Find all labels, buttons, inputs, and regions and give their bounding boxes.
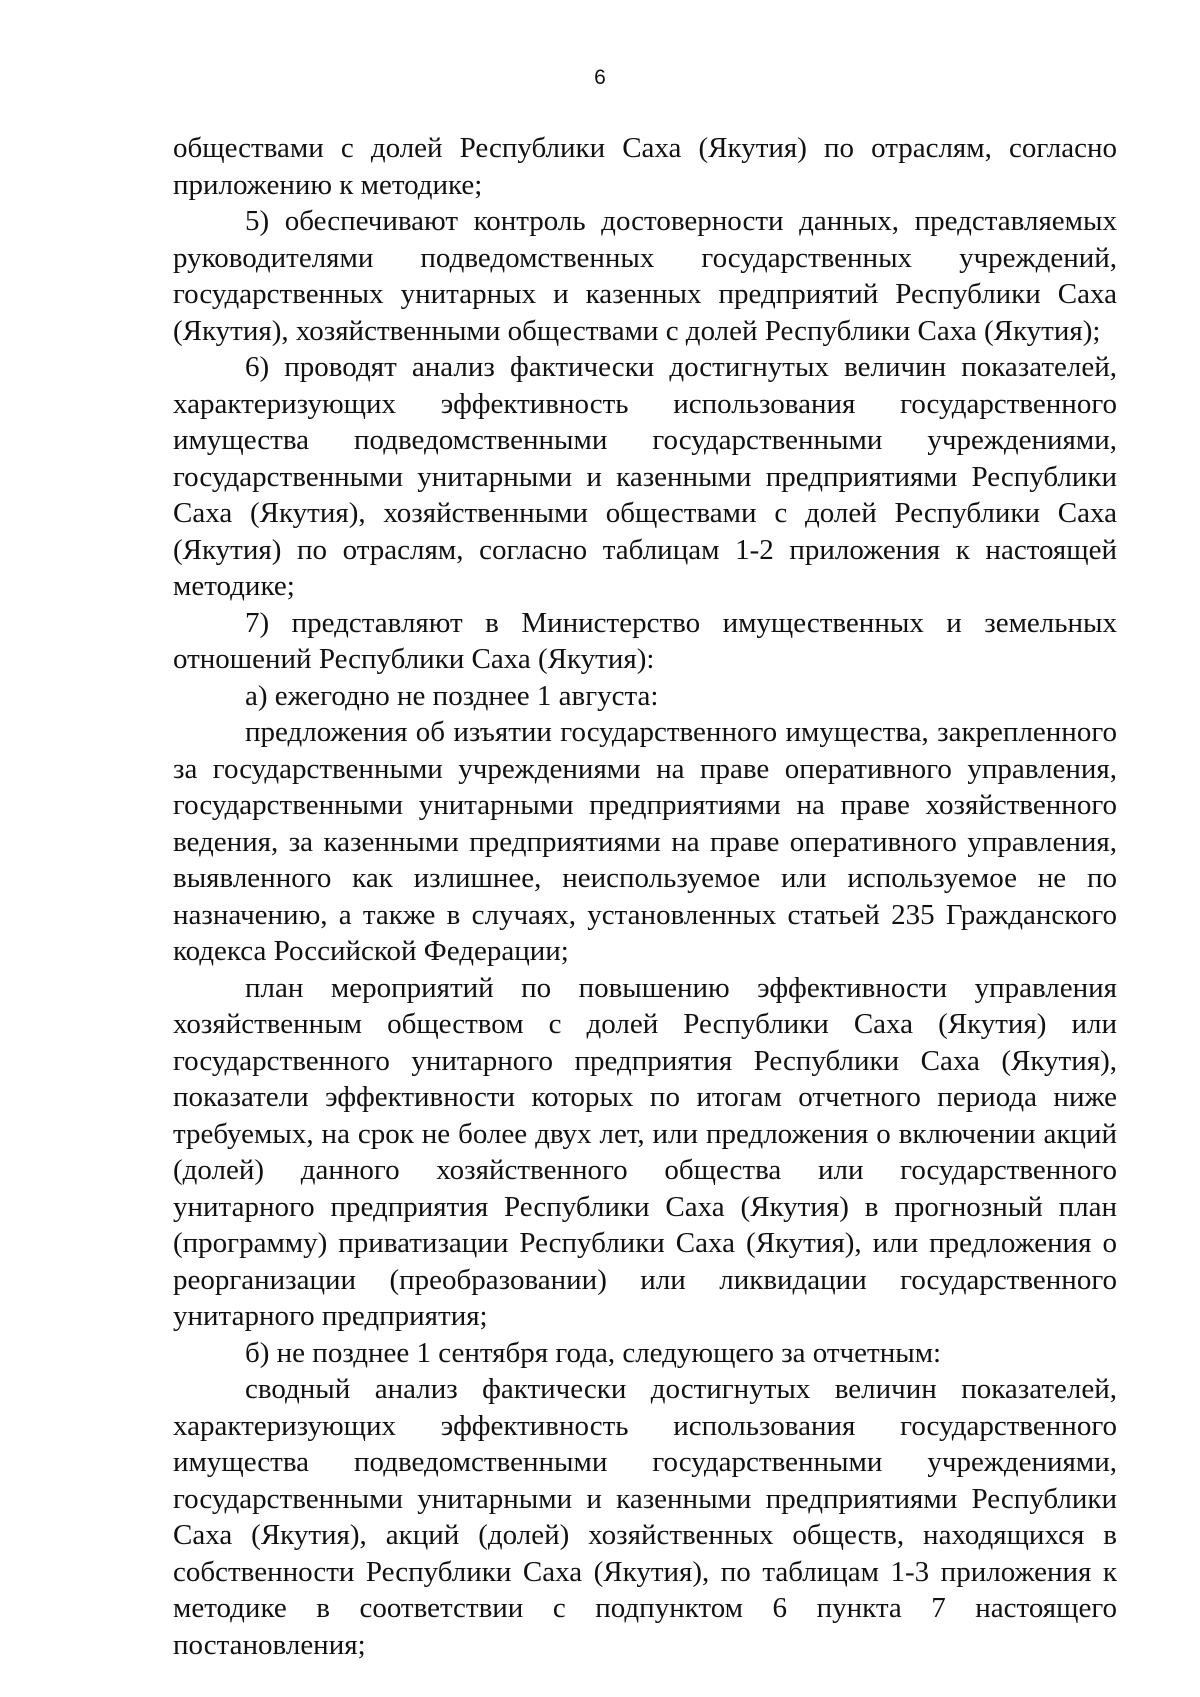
paragraph-item-5: 5) обеспечивают контроль достоверности данных, представляемых руководителями подведомственных государственных учреждений, государственных унитарных и казенных предприятий Республики Саха (Якутия), хозяйственными обществами с долей Республики Саха (Якутия);	[173, 205, 1117, 347]
document-body	[173, 130, 1117, 1663]
paragraph-subitem-b: б) не позднее 1 сентября года, следующего за отчетным:	[245, 1336, 942, 1369]
paragraph-continuation: обществами с долей Республики Саха (Якутия) по отраслям, согласно приложению к методике;	[173, 132, 1117, 201]
page-number: 6	[594, 66, 606, 89]
paragraph-efficiency-plan: план мероприятий по повышению эффективности управления хозяйственным обществом с долей Республики Саха (Якутия) или государственного унитарного предприятия Республики Саха (Якутия), показатели эффективности которых по итогам отчетного периода ниже требуемых, на срок не более двух лет, или предложения о включении акций (долей) данного хозяйственного общества или государственного унитарного предприятия Республики Саха (Якутия) в прогнозный план (программу) приватизации Республики Саха (Якутия), или предложения о реорганизации (преобразовании) или ликвидации государственного унитарного предприятия;	[173, 971, 1117, 1332]
paragraph-item-6: 6) проводят анализ фактически достигнутых величин показателей, характеризующих эффективность использования государственного имущества подведомственными государственными учреждениями, государственными унитарными и казенными предприятиями Республики Саха (Якутия), хозяйственными обществами с долей Республики Саха (Якутия) по отраслям, согласно таблицам 1-2 приложения к настоящей методике;	[173, 351, 1117, 602]
paragraph-item-7: 7) представляют в Министерство имущественных и земельных отношений Республики Саха (Якутия):	[173, 606, 1117, 675]
paragraph-withdrawal-proposals: предложения об изъятии государственного имущества, закрепленного за государственными учреждениями на праве оперативного управления, государственными унитарными предприятиями на праве хозяйственного ведения, за казенными предприятиями на праве оперативного управления, выявленного как излишнее, неиспользуемое или используемое не по назначению, а также в случаях, установленных статьей 235 Гражданского кодекса Российской Федерации;	[173, 716, 1117, 967]
paragraph-summary-analysis: сводный анализ фактически достигнутых величин показателей, характеризующих эффективность использования государственного имущества подведомственными государственными учреждениями, государственными унитарными и казенными предприятиями Республики Саха (Якутия), акций (долей) хозяйственных обществ, находящихся в собственности Республики Саха (Якутия), по таблицам 1-3 приложения к методике в соответствии с подпунктом 6 пункта 7 настоящего постановления;	[173, 1373, 1117, 1661]
paragraph-subitem-a: а) ежегодно не позднее 1 августа:	[245, 679, 659, 712]
